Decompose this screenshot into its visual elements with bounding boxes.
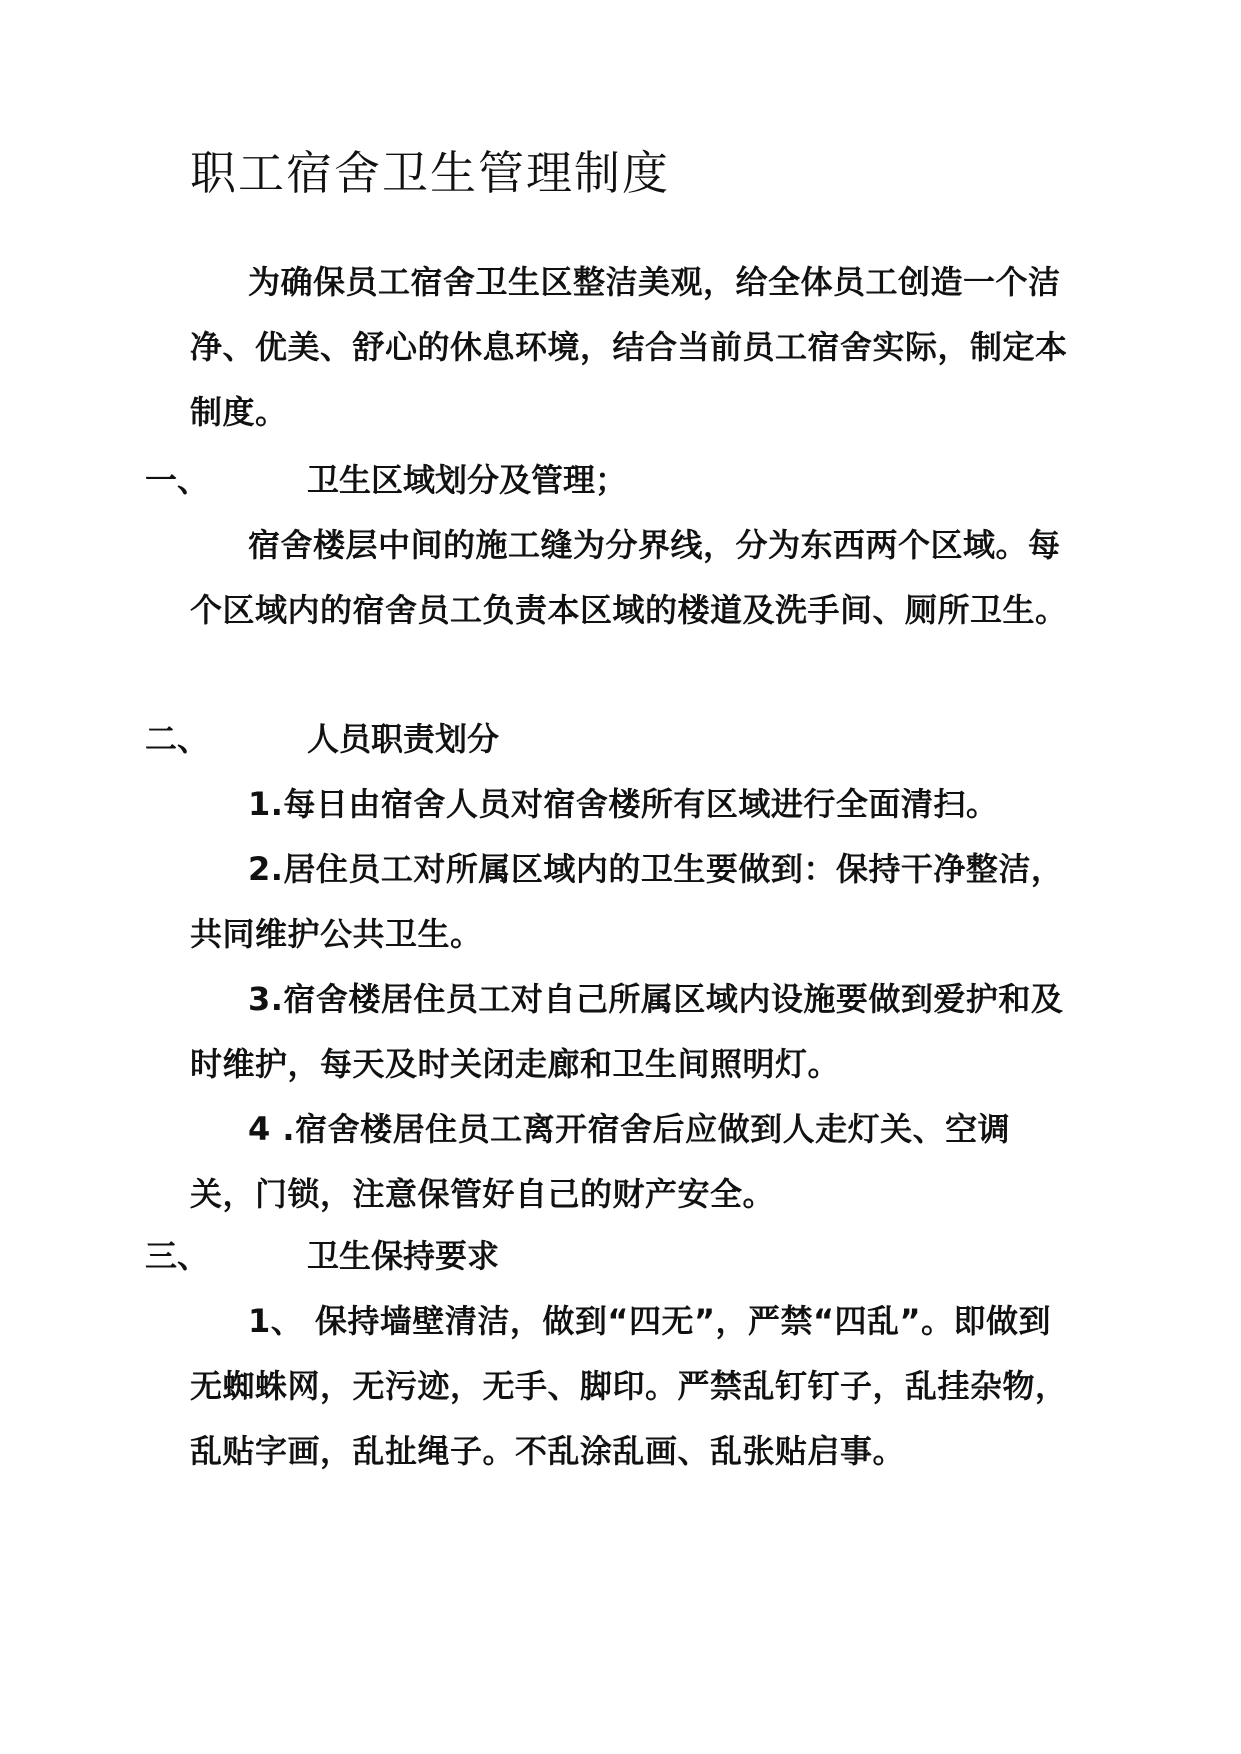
section-2-paragraph-2: 2.居住员工对所属区域内的卫生要做到：保持干净整洁，共同维护公共卫生。 [190, 850, 1064, 953]
document-title: 职工宿舍卫生管理制度 [190, 146, 670, 200]
section-1-paragraph-1: 宿舍楼层中间的施工缝为分界线，分为东西两个区域。每个区域内的宿舍员工负责本区域的楼道及洗手间、厕所卫生。 [190, 526, 1068, 629]
section-1-body [190, 513, 1070, 643]
section-2-paragraph-3: 3.宿舍楼居住员工对自己所属区域内设施要做到爱护和及时维护，每天及时关闭走廊和卫生间照明灯。 [190, 980, 1064, 1083]
section-1-number: 一、 [145, 461, 210, 499]
section-3-heading [145, 1224, 499, 1289]
intro-block [190, 250, 1070, 445]
intro-paragraph: 为确保员工宿舍卫生区整洁美观，给全体员工创造一个洁净、优美、舒心的休息环境，结合当前员工宿舍实际，制定本制度。 [190, 263, 1068, 431]
section-1-title: 卫生区域划分及管理； [307, 461, 628, 499]
section-3-paragraph-1: 1、 保持墙壁清洁，做到“四无”，严禁“四乱”。即做到无蜘蛛网，无污迹，无手、脚印。严禁乱钉钉子，乱挂杂物，乱贴字画，乱扯绳子。不乱涂乱画、乱张贴启事。 [190, 1302, 1068, 1470]
section-2-number: 二、 [145, 720, 210, 758]
section-3-title: 卫生保持要求 [307, 1237, 500, 1275]
section-2-heading [145, 707, 499, 772]
section-2-paragraph-4: 4 .宿舍楼居住员工离开宿舍后应做到人走灯关、空调关，门锁，注意保管好自己的财产安全。 [190, 1110, 1011, 1213]
section-3-number: 三、 [145, 1237, 210, 1275]
section-3-body [190, 1289, 1070, 1484]
section-1-heading [145, 448, 627, 513]
section-2-paragraph-1: 1.每日由宿舍人员对宿舍楼所有区域进行全面清扫。 [248, 785, 999, 823]
section-2-body [190, 772, 1070, 1227]
section-2-title: 人员职责划分 [307, 720, 500, 758]
